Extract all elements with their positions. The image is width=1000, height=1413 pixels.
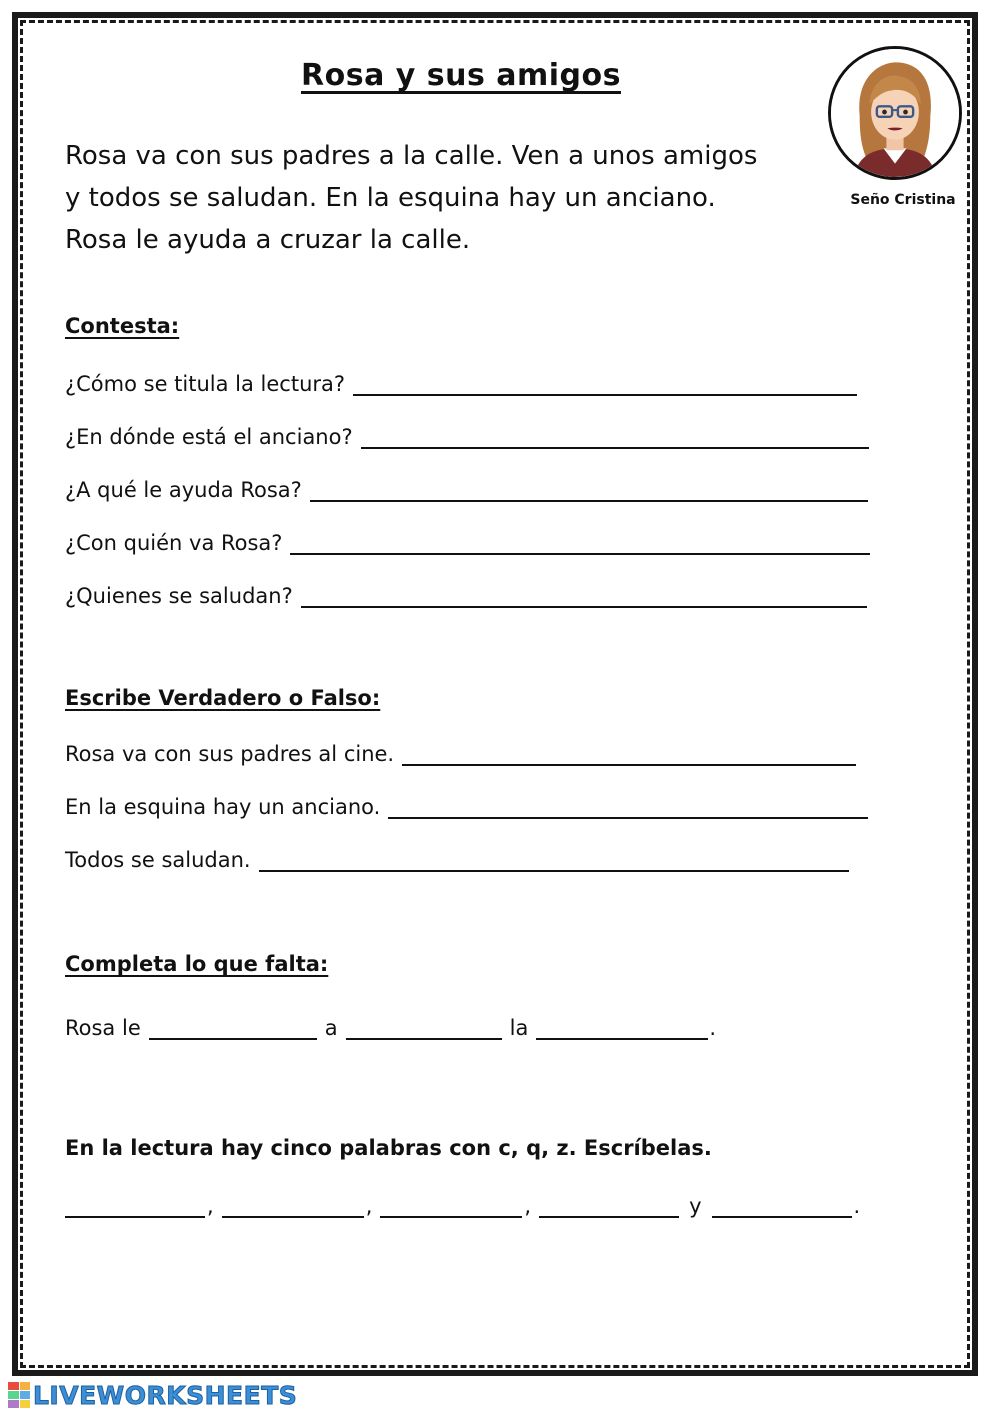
logo-mark-cell bbox=[8, 1382, 19, 1390]
statement-row bbox=[65, 736, 856, 766]
question-row bbox=[65, 472, 868, 502]
separator: , bbox=[207, 1194, 214, 1218]
words-prompt: En la lectura hay cinco palabras con c, q, z. Escríbelas. bbox=[65, 1136, 712, 1160]
teacher-avatar bbox=[828, 46, 962, 180]
question-row bbox=[65, 419, 869, 449]
word-blank[interactable] bbox=[712, 1194, 852, 1218]
answer-blank[interactable] bbox=[290, 531, 870, 555]
passage-line: y todos se saludan. En la esquina hay un anciano. bbox=[65, 183, 716, 213]
separator: . bbox=[853, 1194, 861, 1218]
answer-blank[interactable] bbox=[310, 478, 868, 502]
passage-line: Rosa le ayuda a cruzar la calle. bbox=[65, 225, 471, 255]
question-text: ¿Con quién va Rosa? bbox=[65, 531, 283, 555]
word-blank[interactable] bbox=[222, 1194, 364, 1218]
answer-blank[interactable] bbox=[301, 584, 867, 608]
vf-heading: Escribe Verdadero o Falso: bbox=[65, 686, 381, 710]
logo-text: LIVEWORKSHEETS bbox=[33, 1380, 298, 1410]
reading-passage bbox=[65, 135, 805, 261]
statement-text: En la esquina hay un anciano. bbox=[65, 795, 381, 819]
statement-row bbox=[65, 789, 868, 819]
complete-sentence bbox=[65, 1010, 716, 1040]
completa-heading: Completa lo que falta: bbox=[65, 952, 329, 976]
word-blank[interactable] bbox=[539, 1194, 679, 1218]
contesta-heading: Contesta: bbox=[65, 314, 180, 338]
statement-text: Rosa va con sus padres al cine. bbox=[65, 742, 395, 766]
logo-mark-cell bbox=[20, 1382, 31, 1390]
answer-blank[interactable] bbox=[361, 425, 869, 449]
question-text: ¿A qué le ayuda Rosa? bbox=[65, 478, 302, 502]
question-text: ¿En dónde está el anciano? bbox=[65, 425, 353, 449]
fill-blank[interactable] bbox=[149, 1016, 317, 1040]
liveworksheets-logo[interactable] bbox=[8, 1380, 297, 1410]
avatar-illustration bbox=[831, 49, 959, 177]
passage-line: Rosa va con sus padres a la calle. Ven a unos amigos bbox=[65, 141, 758, 171]
answer-blank[interactable] bbox=[353, 372, 857, 396]
question-text: ¿Quienes se saludan? bbox=[65, 584, 293, 608]
question-text: ¿Cómo se titula la lectura? bbox=[65, 372, 346, 396]
sentence-part: a bbox=[324, 1016, 338, 1040]
answer-blank[interactable] bbox=[259, 848, 849, 872]
sentence-part: la bbox=[509, 1016, 529, 1040]
word-blank[interactable] bbox=[65, 1194, 205, 1218]
fill-blank[interactable] bbox=[536, 1016, 708, 1040]
answer-blank[interactable] bbox=[402, 742, 856, 766]
question-row bbox=[65, 366, 857, 396]
question-row bbox=[65, 578, 867, 608]
word-blank[interactable] bbox=[380, 1194, 522, 1218]
worksheet-title: Rosa y sus amigos bbox=[301, 58, 621, 93]
separator: , bbox=[524, 1194, 532, 1218]
teacher-name: Seño Cristina bbox=[850, 192, 956, 208]
answer-blank[interactable] bbox=[388, 795, 868, 819]
sentence-part: . bbox=[709, 1016, 717, 1040]
separator: y bbox=[689, 1194, 702, 1218]
sentence-part: Rosa le bbox=[65, 1016, 141, 1040]
fill-blank[interactable] bbox=[346, 1016, 502, 1040]
statement-text: Todos se saludan. bbox=[65, 848, 251, 872]
logo-mark-cell bbox=[8, 1400, 19, 1408]
logo-mark-cell bbox=[20, 1391, 31, 1399]
separator: , bbox=[365, 1194, 373, 1218]
logo-mark-cell bbox=[8, 1391, 19, 1399]
logo-mark-cell bbox=[20, 1400, 31, 1408]
statement-row bbox=[65, 842, 849, 872]
logo-mark-icon bbox=[8, 1382, 30, 1408]
question-row bbox=[65, 525, 870, 555]
words-answer-row bbox=[65, 1188, 868, 1218]
